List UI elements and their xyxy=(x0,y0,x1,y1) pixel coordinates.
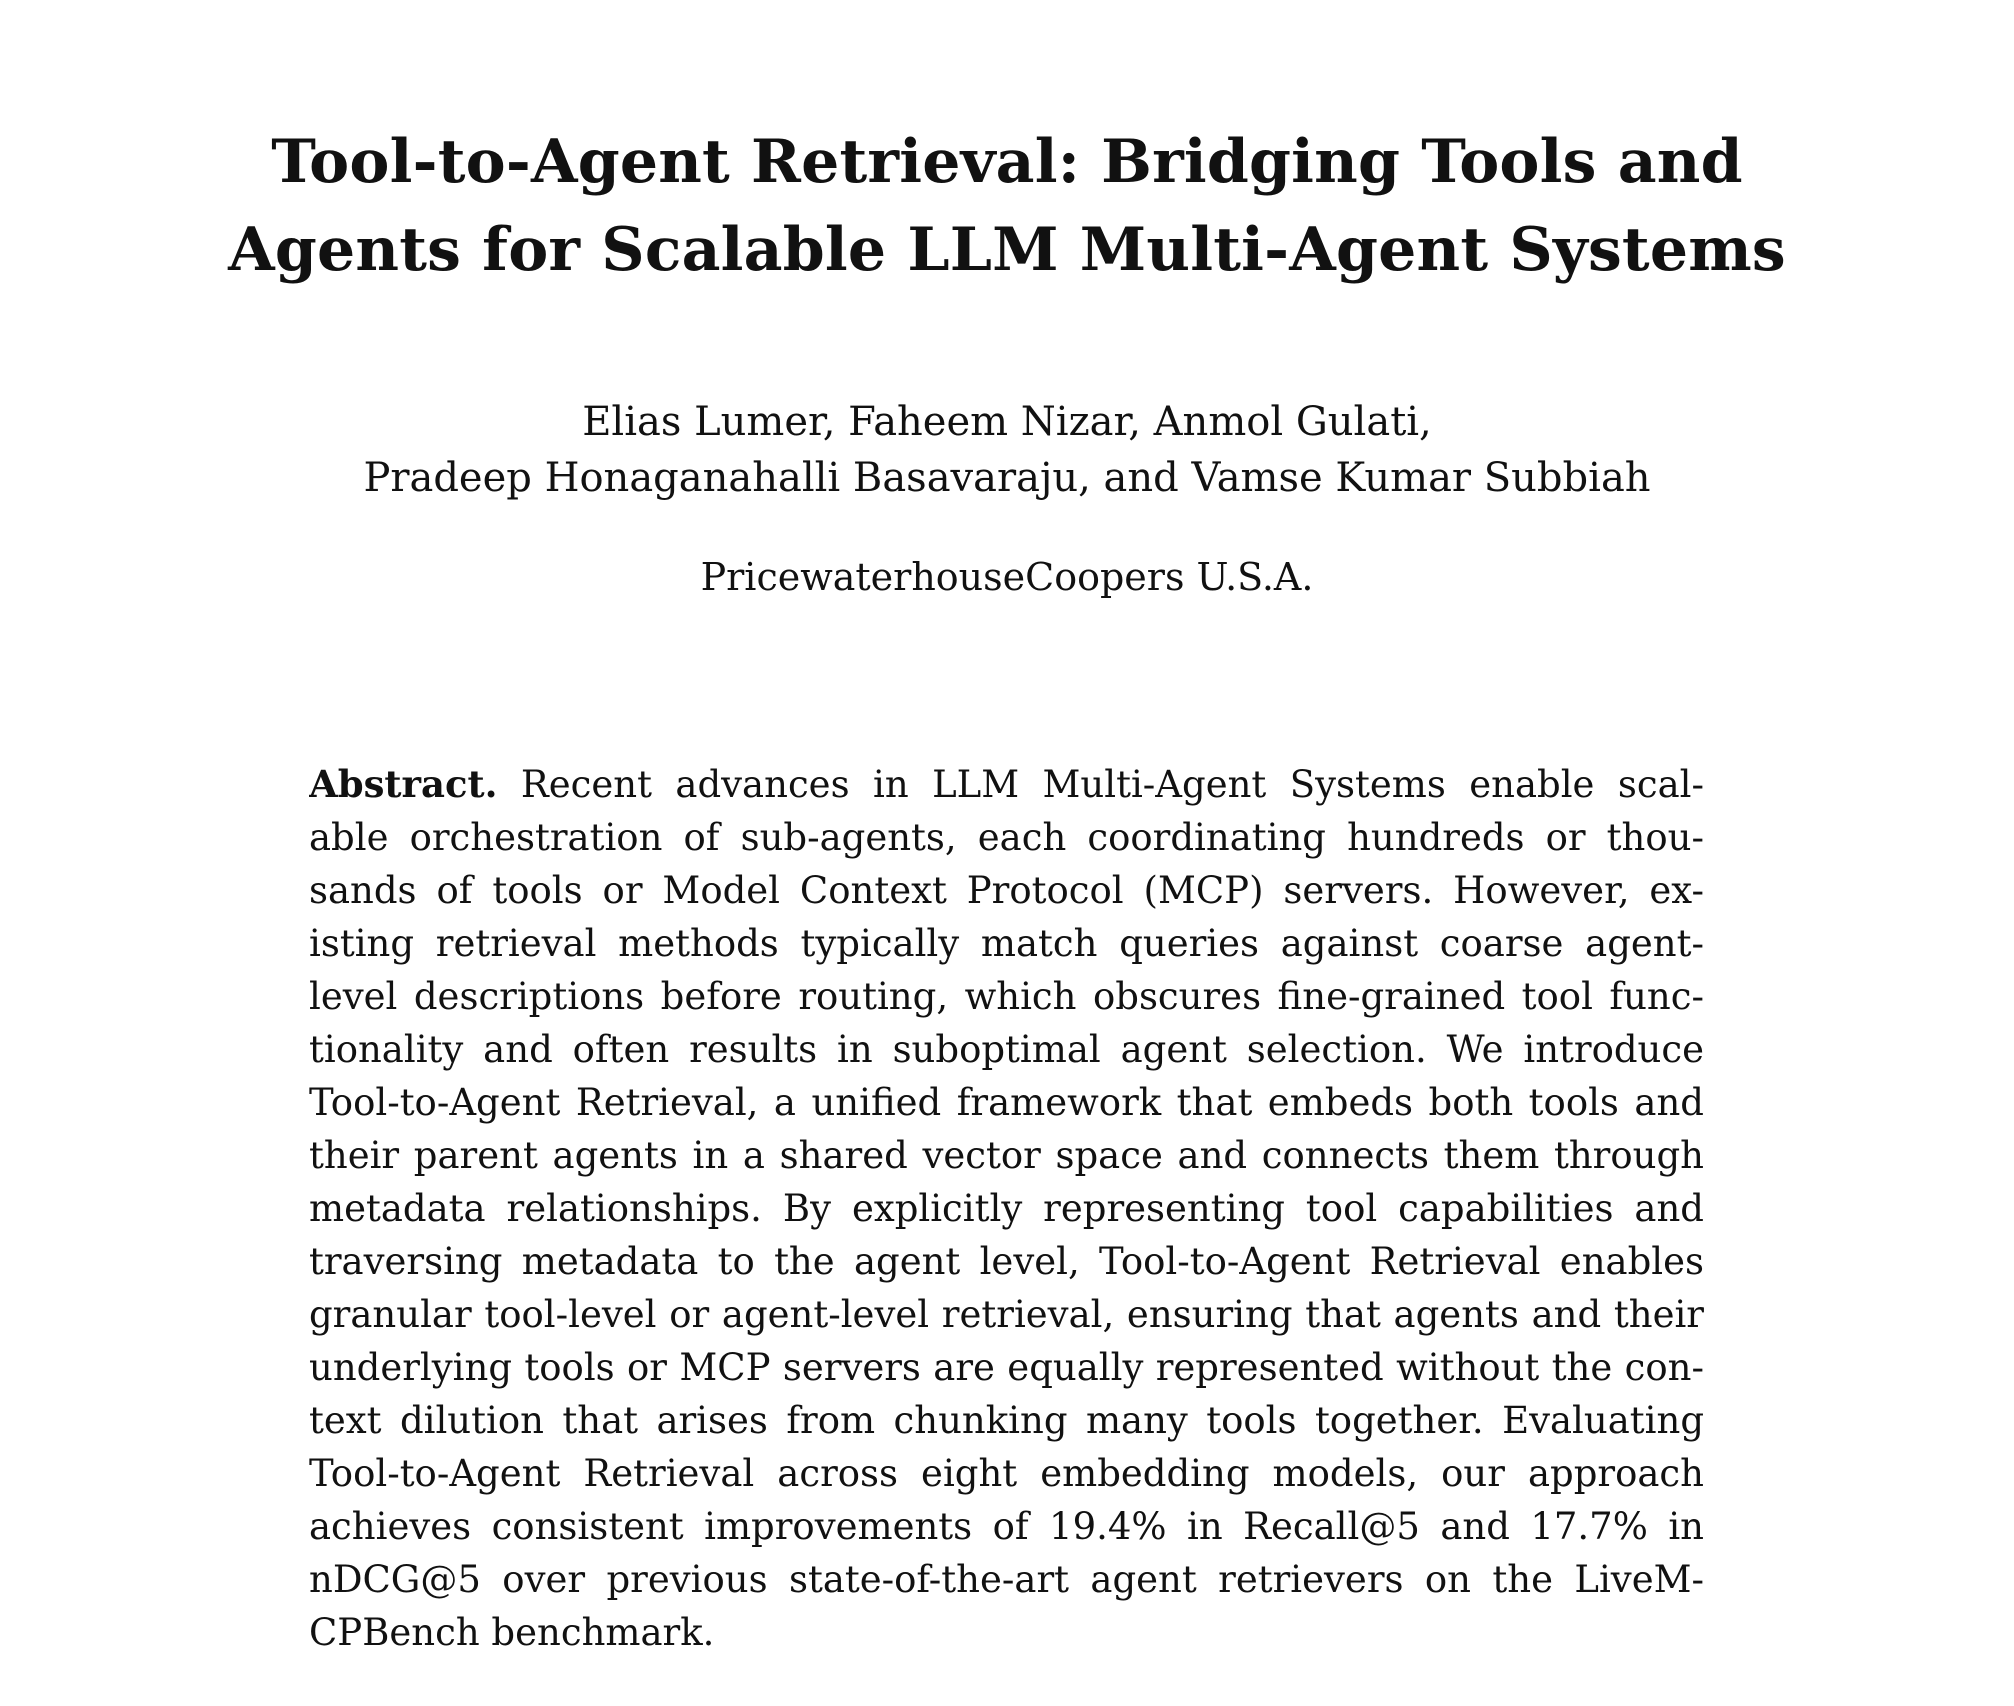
abstract-label: Abstract. xyxy=(309,762,498,806)
abstract-line: nDCG@5 over previous state-of-the-art agent retrievers on the LiveM- xyxy=(309,1558,1704,1601)
abstract-line: granular tool-level or agent-level retrieval, ensuring that agents and their xyxy=(309,1293,1704,1336)
title-line: Agents for Scalable LLM Multi-Agent Systems xyxy=(228,215,1786,285)
author-line: Elias Lumer, Faheem Nizar, Anmol Gulati, xyxy=(582,399,1432,445)
abstract-line: level descriptions before routing, which obscures fine-grained tool func- xyxy=(309,975,1704,1018)
abstract-line: isting retrieval methods typically match queries against coarse agent- xyxy=(309,922,1704,965)
abstract-line: their parent agents in a shared vector space and connects them through xyxy=(309,1134,1704,1177)
abstract-line-text: Recent advances in LLM Multi-Agent Systems enable scal- xyxy=(520,763,1704,806)
abstract-line: underlying tools or MCP servers are equally represented without the con- xyxy=(309,1346,1704,1389)
abstract-line: traversing metadata to the agent level, Tool-to-Agent Retrieval enables xyxy=(309,1240,1704,1283)
abstract-line: Tool-to-Agent Retrieval across eight embedding models, our approach xyxy=(309,1452,1704,1495)
author-list xyxy=(0,394,2014,506)
abstract-line: text dilution that arises from chunking many tools together. Evaluating xyxy=(309,1399,1704,1442)
affiliation: PricewaterhouseCoopers U.S.A. xyxy=(700,555,1314,599)
abstract-line xyxy=(309,758,1704,811)
abstract-line: CPBench benchmark. xyxy=(309,1611,715,1654)
abstract-line: Tool-to-Agent Retrieval, a unified framework that embeds both tools and xyxy=(309,1081,1704,1124)
abstract xyxy=(309,758,1704,1659)
abstract-line: achieves consistent improvements of 19.4% in Recall@5 and 17.7% in xyxy=(309,1505,1704,1548)
author-line: Pradeep Honaganahalli Basavaraju, and Vamse Kumar Subbiah xyxy=(363,455,1651,501)
paper-title xyxy=(0,118,2014,294)
title-line: Tool-to-Agent Retrieval: Bridging Tools and xyxy=(271,127,1743,197)
abstract-line: able orchestration of sub-agents, each coordinating hundreds or thou- xyxy=(309,816,1704,859)
abstract-line: metadata relationships. By explicitly representing tool capabilities and xyxy=(309,1187,1704,1230)
abstract-line: tionality and often results in suboptimal agent selection. We introduce xyxy=(309,1028,1704,1071)
abstract-line: sands of tools or Model Context Protocol (MCP) servers. However, ex- xyxy=(309,869,1704,912)
